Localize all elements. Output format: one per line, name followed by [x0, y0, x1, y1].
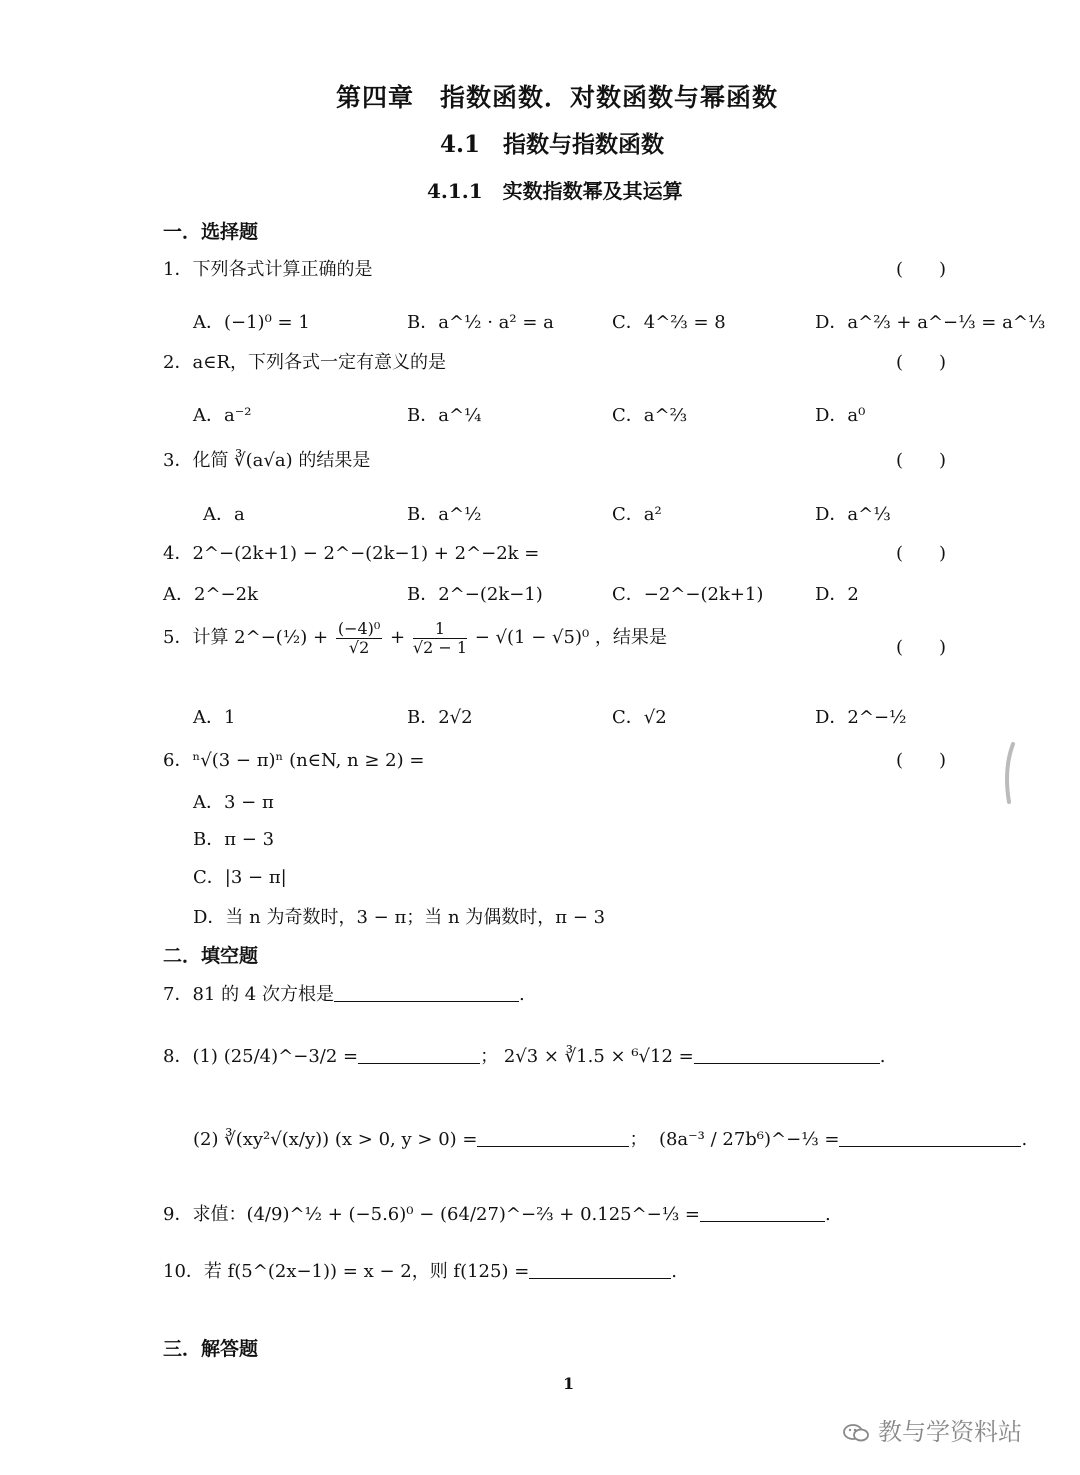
q8-p1-blank-2[interactable]: [694, 1045, 880, 1064]
answer-paren: ( ): [896, 352, 947, 373]
section-answer: 三．解答题: [163, 1338, 259, 1360]
q5-option-d: D．2^−½: [815, 707, 907, 728]
q4-option-a: A．2^−2k: [163, 584, 258, 605]
q5-frac1-numerator: (−4)⁰: [337, 619, 381, 638]
answer-paren: ( ): [896, 259, 947, 280]
question-8-part-1: [163, 1042, 885, 1068]
q5-fraction-2: [413, 620, 467, 656]
q5-frac2-numerator: 1: [413, 620, 467, 639]
q5-stem-pre: 5．计算 2^−(½) +: [163, 627, 329, 649]
q10-answer-blank[interactable]: [529, 1260, 671, 1279]
q5-stem-post: − √(1 − √5)⁰ ，结果是: [474, 627, 667, 649]
q3-option-c: C．a²: [612, 504, 662, 525]
q8-p2-label: (2): [193, 1129, 219, 1150]
q5-frac1-denominator: √2: [348, 637, 370, 657]
q8-p1-end: .: [879, 1046, 886, 1067]
q7-end: .: [518, 984, 525, 1005]
question-6-stem: 6．ⁿ√(3 − π)ⁿ (n∈N, n ≥ 2) =: [163, 750, 425, 771]
q2-option-b: B．a^¼: [407, 405, 482, 426]
section-title: 4.1 指数与指数函数: [440, 131, 665, 158]
answer-paren: ( ): [896, 750, 947, 771]
q2-option-d: D．a⁰: [815, 405, 866, 426]
q1-option-a: A．(−1)⁰ = 1: [193, 312, 310, 333]
question-9: [163, 1200, 831, 1226]
q3-option-a: A．a: [203, 504, 245, 525]
q8-p2-expr2: (8a⁻³ / 27b⁶)^−⅓ =: [658, 1129, 840, 1150]
q5-frac2-denominator: √2 − 1: [412, 637, 468, 657]
watermark-text: 教与学资料站: [878, 1418, 1022, 1446]
q6-option-c: C．|3 − π|: [193, 867, 287, 888]
chapter-title: 第四章 指数函数．对数函数与幂函数: [336, 83, 779, 112]
q7-text: 7．81 的 4 次方根是: [163, 984, 334, 1005]
answer-paren: ( ): [896, 543, 947, 564]
watermark: [842, 1412, 1022, 1447]
q8-p2-mid: ；: [629, 1129, 648, 1150]
question-8-part-2: [193, 1125, 1027, 1151]
q8-p1-mid: ； 2√3 × ∛1.5 × ⁶√12 =: [480, 1046, 694, 1067]
q6-option-d: D．当 n 为奇数时，3 − π；当 n 为偶数时，π − 3: [193, 907, 606, 928]
q5-option-c: C．√2: [612, 707, 667, 728]
question-1-stem: 1．下列各式计算正确的是: [163, 259, 373, 280]
q4-option-b: B．2^−(2k−1): [407, 584, 543, 605]
q6-option-b: B．π − 3: [193, 829, 275, 850]
q9-text: 9．求值：(4/9)^½ + (−5.6)⁰ − (64/27)^−⅔ + 0.125^−⅓ =: [163, 1204, 701, 1225]
q1-option-d: D．a^⅔ + a^−⅓ = a^⅓: [815, 312, 1046, 333]
q8-p2-expr: ∛(xy²√(x/y)) (x > 0, y > 0) =: [224, 1129, 478, 1150]
question-4-stem: 4．2^−(2k+1) − 2^−(2k−1) + 2^−2k =: [163, 543, 540, 564]
q1-option-c: C．4^⅔ = 8: [612, 312, 726, 333]
q9-end: .: [825, 1204, 831, 1225]
q5-plus: +: [390, 627, 406, 649]
page-number: 1: [563, 1374, 575, 1393]
question-2-stem: 2．a∈R，下列各式一定有意义的是: [163, 352, 447, 373]
question-3-stem: 3．化简 ∛(a√a) 的结果是: [163, 450, 371, 471]
q5-option-a: A．1: [193, 707, 236, 728]
q10-end: .: [671, 1261, 678, 1282]
q5-fraction-1: [336, 620, 382, 656]
answer-paren: ( ): [896, 637, 947, 658]
answer-paren: ( ): [896, 450, 947, 471]
q4-option-d: D．2: [815, 584, 859, 605]
q8-p2-end: .: [1021, 1129, 1028, 1150]
q8-p1-expr: (25/4)^−3/2 =: [223, 1046, 359, 1067]
q7-answer-blank[interactable]: [334, 983, 519, 1002]
q2-option-c: C．a^⅔: [612, 405, 688, 426]
question-7: [163, 980, 525, 1006]
q10-text: 10．若 f(5^(2x−1)) = x − 2，则 f(125) =: [163, 1261, 530, 1282]
scan-smudge: [1003, 742, 1015, 804]
q6-option-a: A．3 − π: [193, 792, 274, 813]
section-fill: 二．填空题: [163, 945, 259, 967]
q8-p1-blank-1[interactable]: [358, 1045, 480, 1064]
q3-option-d: D．a^⅓: [815, 504, 891, 525]
wechat-icon: [842, 1422, 870, 1444]
question-5-stem: [163, 620, 667, 656]
subsection-title: 4.1.1 实数指数幂及其运算: [427, 179, 683, 203]
q9-answer-blank[interactable]: [700, 1203, 825, 1222]
q8-p1-label: 8．(1): [163, 1046, 218, 1067]
q8-p2-blank-1[interactable]: [477, 1128, 629, 1147]
q4-option-c: C．−2^−(2k+1): [612, 584, 764, 605]
q5-option-b: B．2√2: [407, 707, 473, 728]
q3-option-b: B．a^½: [407, 504, 482, 525]
q1-option-b: B．a^½ · a² = a: [407, 312, 554, 333]
question-10: [163, 1257, 677, 1283]
q2-option-a: A．a⁻²: [193, 405, 252, 426]
section-choice: 一．选择题: [163, 221, 259, 243]
q8-p2-blank-2[interactable]: [839, 1128, 1021, 1147]
